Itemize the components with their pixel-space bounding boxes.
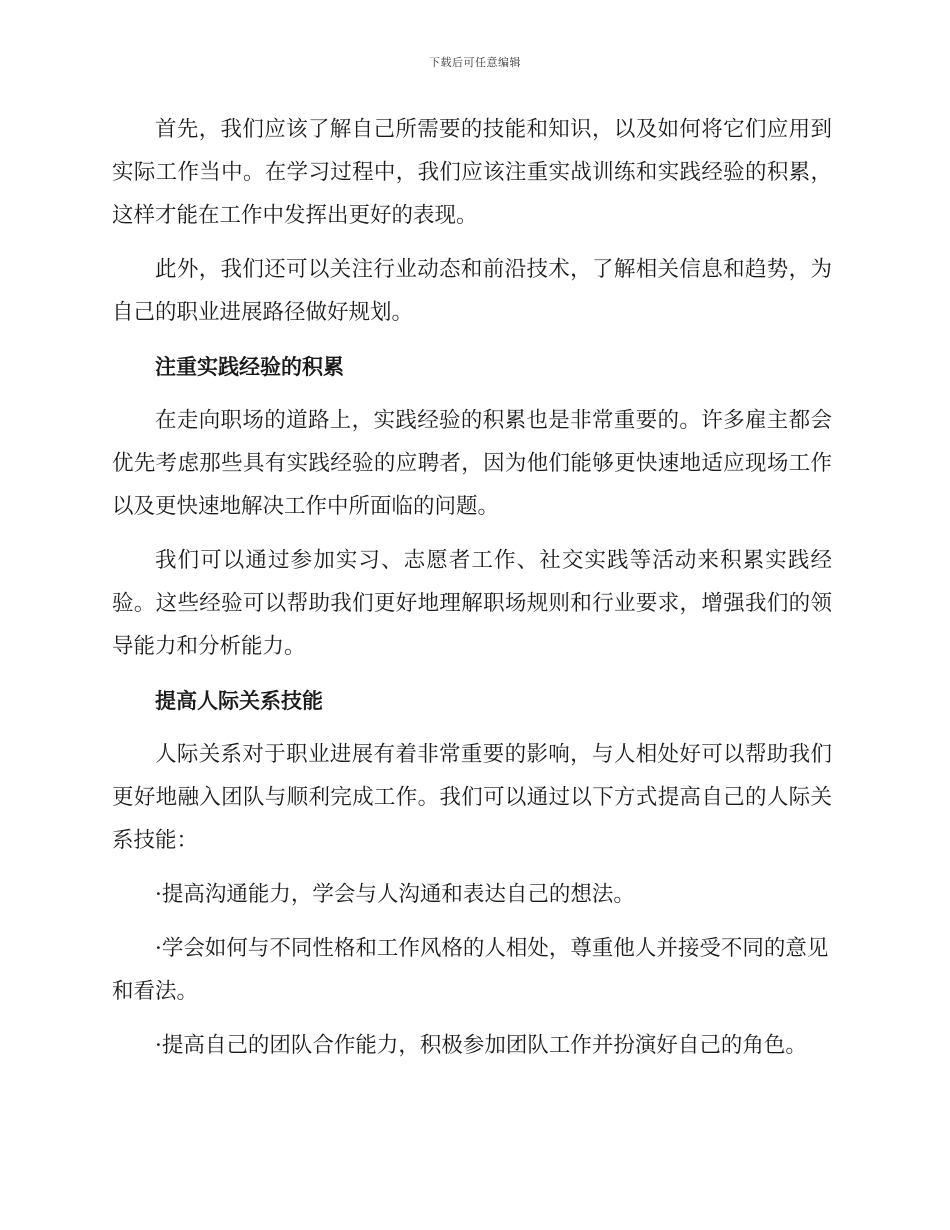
document-body (112, 108, 832, 1078)
paragraph-industry-trends: 此外，我们还可以关注行业动态和前沿技术，了解相关信息和趋势，为自己的职业进展路径做好规划。 (112, 257, 832, 325)
paragraph-intro-skills: 首先，我们应该了解自己所需要的技能和知识，以及如何将它们应用到实际工作当中。在学习过程中，我们应该注重实战训练和实践经验的积累，这样才能在工作中发挥出更好的表现。 (112, 117, 832, 228)
bullet-item-teamwork: ·提高自己的团队合作能力，积极参加团队工作并扮演好自己的角色。 (155, 1033, 807, 1058)
section-heading-interpersonal: 提高人际关系技能 (155, 688, 323, 713)
page-header: 下载后可任意编辑 (429, 56, 521, 69)
paragraph-practice-importance: 在走向职场的道路上，实践经验的积累也是非常重要的。许多雇主都会优先考虑那些具有实践经验的应聘者，因为他们能够更快速地适应现场工作以及更快速地解决工作中所面临的问题。 (112, 408, 832, 519)
bullet-item-personalities: ·学会如何与不同性格和工作风格的人相处，尊重他人并接受不同的意见和看法。 (112, 936, 829, 1004)
paragraph-practice-activities: 我们可以通过参加实习、志愿者工作、社交实践等活动来积累实践经验。这些经验可以帮助我们更好地理解职场规则和行业要求，增强我们的领导能力和分析能力。 (112, 548, 832, 659)
bullet-item-communication: ·提高沟通能力，学会与人沟通和表达自己的想法。 (155, 882, 635, 907)
section-heading-practice: 注重实践经验的积累 (155, 354, 344, 379)
paragraph-interpersonal-intro: 人际关系对于职业进展有着非常重要的影响，与人相处好可以帮助我们更好地融入团队与顺利完成工作。我们可以通过以下方式提高自己的人际关系技能： (112, 742, 832, 853)
